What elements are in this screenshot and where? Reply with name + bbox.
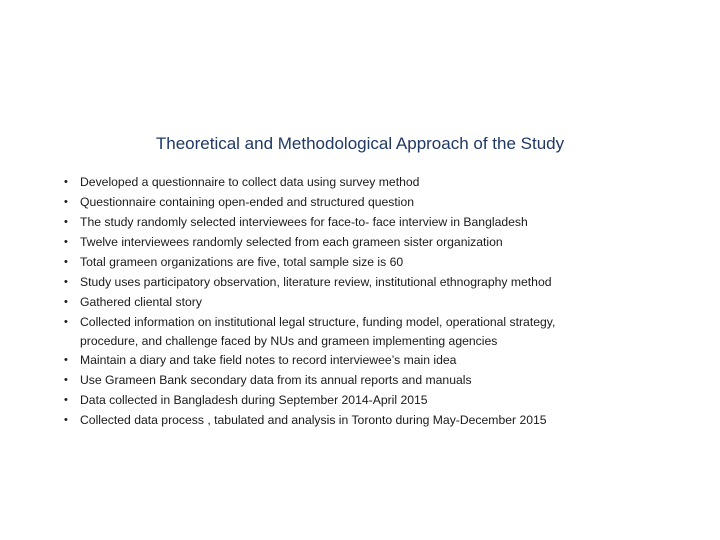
bullet-item — [64, 370, 624, 390]
bullet-icon: • — [64, 216, 68, 228]
bullet-item — [64, 292, 624, 312]
bullet-item — [64, 410, 624, 430]
bullet-text: Collected information on institutional legal structure, funding model, operational strategy, — [80, 315, 556, 329]
bullet-text-continuation: procedure, and challenge faced by NUs and grameen implementing agencies — [80, 334, 498, 348]
bullet-text: Developed a questionnaire to collect data using survey method — [80, 175, 420, 189]
bullet-item — [64, 350, 624, 370]
bullet-icon: • — [64, 414, 68, 426]
bullet-text: Use Grameen Bank secondary data from its annual reports and manuals — [80, 373, 472, 387]
bullet-text: Gathered cliental story — [80, 295, 202, 309]
slide-title: Theoretical and Methodological Approach of the Study — [155, 134, 565, 153]
bullet-icon: • — [64, 196, 68, 208]
bullet-icon: • — [64, 354, 68, 366]
bullet-list — [64, 172, 624, 430]
bullet-item — [64, 232, 624, 252]
bullet-text: Twelve interviewees randomly selected from each grameen sister organization — [80, 235, 503, 249]
bullet-item — [64, 192, 624, 212]
bullet-icon: • — [64, 176, 68, 188]
bullet-item — [64, 252, 624, 272]
bullet-item — [64, 212, 624, 232]
bullet-icon: • — [64, 256, 68, 268]
bullet-item — [64, 312, 624, 350]
bullet-icon: • — [64, 316, 68, 328]
bullet-item — [64, 272, 624, 292]
bullet-text: Study uses participatory observation, literature review, institutional ethnography method — [80, 275, 552, 289]
bullet-item — [64, 390, 624, 410]
bullet-icon: • — [64, 236, 68, 248]
bullet-text: Data collected in Bangladesh during September 2014-April 2015 — [80, 393, 428, 407]
bullet-text: Total grameen organizations are five, total sample size is 60 — [80, 255, 404, 269]
bullet-icon: • — [64, 276, 68, 288]
bullet-icon: • — [64, 296, 68, 308]
bullet-icon: • — [64, 394, 68, 406]
bullet-text: Maintain a diary and take field notes to record interviewee’s main idea — [80, 353, 457, 367]
bullet-text: Collected data process , tabulated and analysis in Toronto during May-December 2015 — [80, 413, 547, 427]
bullet-text: The study randomly selected interviewees for face-to- face interview in Bangladesh — [80, 215, 528, 229]
bullet-text: Questionnaire containing open-ended and structured question — [80, 195, 415, 209]
bullet-icon: • — [64, 374, 68, 386]
bullet-item — [64, 172, 624, 192]
